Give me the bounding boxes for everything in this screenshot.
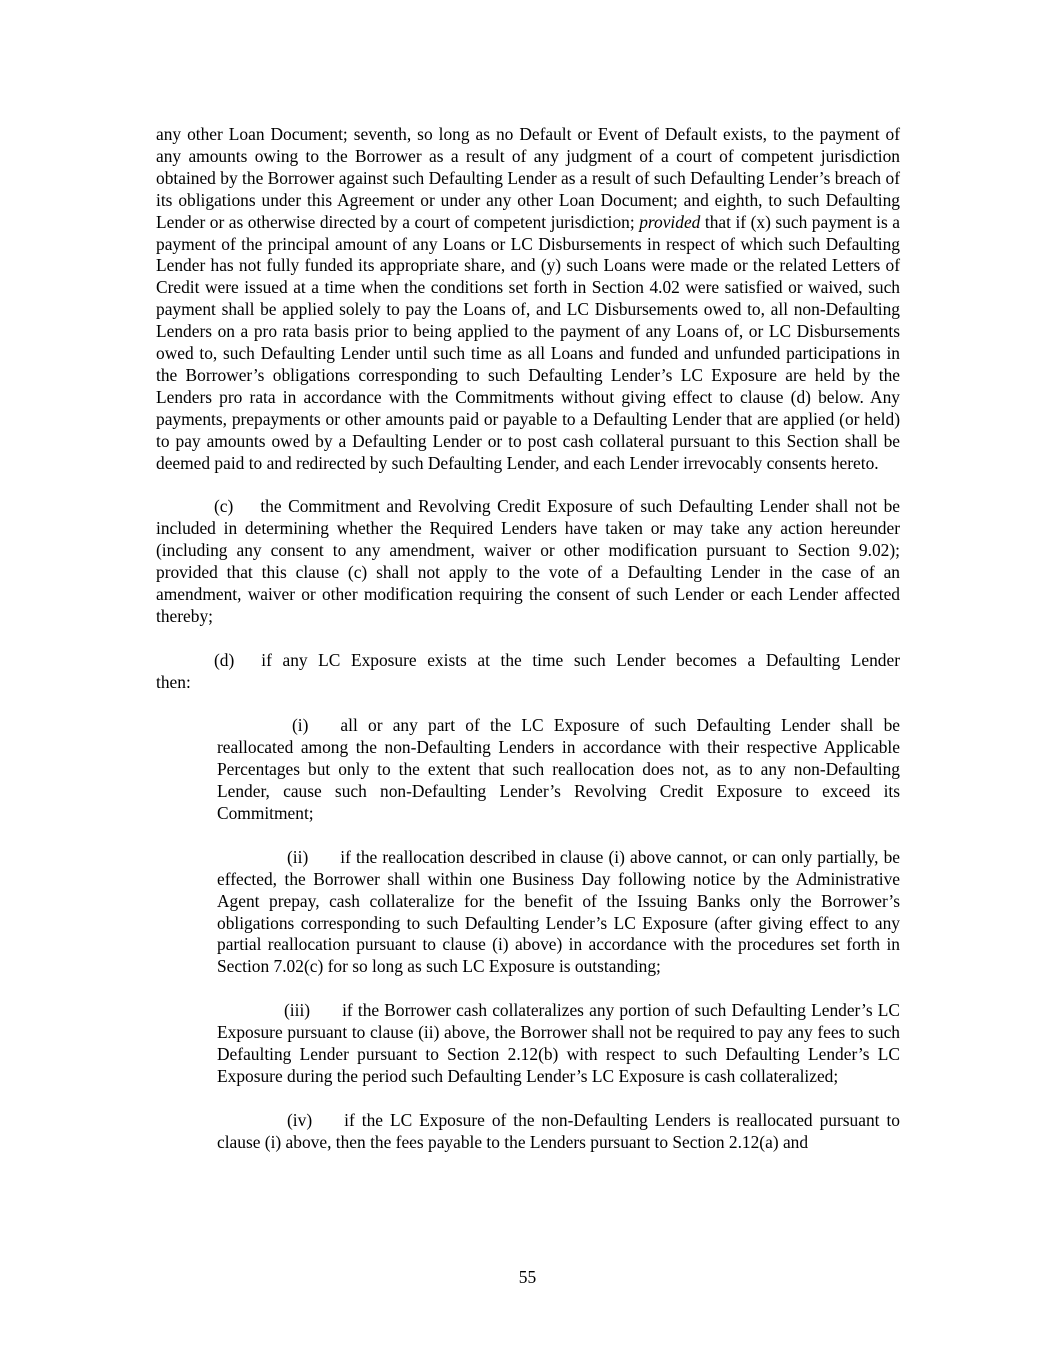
- italic-term-provided: provided: [639, 211, 701, 232]
- subclause-text-iv: if the LC Exposure of the non-Defaulting Lenders is reallocated pursuant to clause (i) above, then the fees payable to the Lenders pursuant to Section 2.12(a) and: [217, 1109, 900, 1152]
- paragraph-subclause-iv: [217, 1110, 900, 1154]
- clause-d-then: then:: [156, 671, 191, 692]
- subclause-label-iv: (iv): [287, 1109, 313, 1130]
- paragraph-subclause-i: [217, 715, 900, 825]
- clause-label-d: (d): [214, 649, 235, 670]
- document-body: [156, 124, 900, 1175]
- clause-d-line: [156, 650, 900, 672]
- paragraph-clause-c: [156, 496, 900, 627]
- clause-label-c: (c): [214, 496, 234, 517]
- paragraph-waterfall-continuation: [156, 124, 900, 475]
- paragraph-text: any other Loan Document; seventh, so long as no Default or Event of Default exists, to the payment of any amounts owing to the Borrower as a result of any judgment of a court of competent jurisdiction obtained by the Borrower against such Defaulting Lender as a result of such Defaulting Lender’s breach of its obligations under this Agreement or under any other Loan Document; and eighth, to such Defaulting Lender or as otherwise directed by a court of competent jurisdiction;: [156, 124, 900, 232]
- subclause-label-ii: (ii): [287, 846, 309, 867]
- paragraph-clause-d: [156, 650, 900, 694]
- subclause-label-iii: (iii): [284, 1000, 311, 1021]
- subclause-label-i: (i): [292, 715, 309, 736]
- clause-text-d: if any LC Exposure exists at the time such Lender becomes a Defaulting Lender: [261, 649, 900, 670]
- paragraph-text: that if (x) such payment is a payment of the principal amount of any Loans or LC Disbursements in respect of which such Defaulting Lender has not fully funded its appropriate share, and (y) such Loans were made or the related Letters of Credit were issued at a time when the conditions set forth in Section 4.02 were satisfied or waived, such payment shall be applied solely to pay the Loans of, and LC Disbursements owed to, all non-Defaulting Lenders on a pro rata basis prior to being applied to the payment of any Loans of, or LC Disbursements owed to, such Defaulting Lender until such time as all Loans and funded and unfunded participations in the Borrower’s obligations corresponding to such Defaulting Lender’s LC Exposure are held by the Lenders pro rata in accordance with the Commitments without giving effect to clause (d) below. Any payments, prepayments or other amounts paid or payable to a Defaulting Lender that are applied (or held) to pay amounts owed by a Defaulting Lender or to post cash collateral pursuant to this Section shall be deemed paid to and redirected by such Defaulting Lender, and each Lender irrevocably consents hereto.: [156, 211, 900, 473]
- subclause-text-i: all or any part of the LC Exposure of such Defaulting Lender shall be reallocated among the non-Defaulting Lenders in accordance with their respective Applicable Percentages but only to the extent that such reallocation does not, as to any non-Defaulting Lender, cause such non-Defaulting Lender’s Revolving Credit Exposure to exceed its Commitment;: [217, 715, 900, 824]
- subclause-text-iii: if the Borrower cash collateralizes any portion of such Defaulting Lender’s LC Exposure pursuant to clause (ii) above, the Borrower shall not be required to pay any fees to such Defaulting Lender pursuant to Section 2.12(b) with respect to such Defaulting Lender’s LC Exposure during the period such Defaulting Lender’s LC Exposure is cash collateralized;: [217, 1000, 900, 1086]
- clause-text-c: the Commitment and Revolving Credit Exposure of such Defaulting Lender shall not be included in determining whether the Required Lenders have taken or may take any action hereunder (including any consent to any amendment, waiver or other modification pursuant to Section 9.02); provided that this clause (c) shall not apply to the vote of a Defaulting Lender in the case of an amendment, waiver or other modification requiring the consent of such Lender or each Lender affected thereby;: [156, 496, 900, 626]
- page-number: 55: [518, 1267, 537, 1287]
- paragraph-subclause-ii: [217, 847, 900, 978]
- subclause-text-ii: if the reallocation described in clause (i) above cannot, or can only partially, be effected, the Borrower shall within one Business Day following notice by the Administrative Agent prepay, cash collateralize for the benefit of the Issuing Banks only the Borrower’s obligations corresponding to such Defaulting Lender’s LC Exposure (after giving effect to any partial reallocation pursuant to clause (i) above) in accordance with the procedures set forth in Section 7.02(c) for so long as such LC Exposure is outstanding;: [217, 846, 900, 977]
- paragraph-subclause-iii: [217, 1000, 900, 1088]
